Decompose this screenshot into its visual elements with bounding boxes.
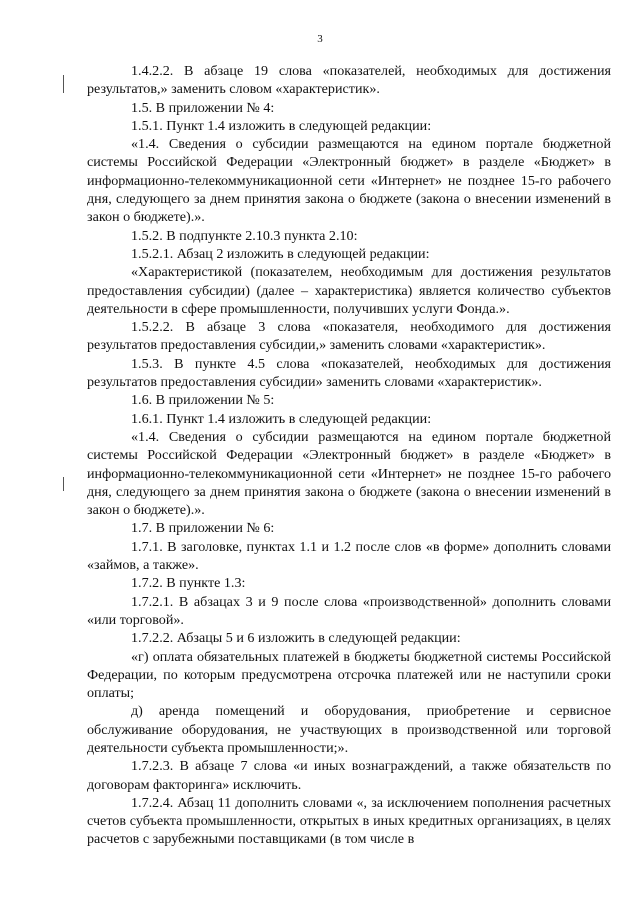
paragraph: 1.5.2.1. Абзац 2 изложить в следующей редакции: [131, 245, 430, 262]
paragraph: «1.4. Сведения о субсидии размещаются на едином портале бюджетной системы Российской Федерации «Электронный бюджет» в разделе «Бюджет» в информационно-телекоммуникационной сети «Интернет» не позднее 15-го рабочего дня, следующего за днем принятия закона о бюджете (закона о внесении изменений в закон о бюджете).». [87, 136, 611, 226]
paragraph: 1.5.3. В пункте 4.5 слова «показателей, необходимых для достижения результатов предоставления субсидии» заменить словами «характеристик». [87, 355, 611, 391]
paragraph: 1.7.2. В пункте 1.3: [131, 575, 246, 592]
paragraph: 1.5.1. Пункт 1.4 изложить в следующей редакции: [131, 117, 432, 134]
paragraph: 1.5.2. В подпункте 2.10.3 пункта 2.10: [131, 227, 358, 244]
left-margin-mark-bottom [63, 477, 64, 491]
document-body [87, 62, 611, 849]
paragraph: 1.7.2.2. Абзацы 5 и 6 изложить в следующей редакции: [131, 630, 461, 647]
paragraph: 1.7.2.1. В абзацах 3 и 9 после слова «производственной» дополнить словами «или торговой». [87, 593, 611, 628]
paragraph: 1.7.2.3. В абзаце 7 слова «и иных вознаграждений, а также обязательств по договорам факторинга» исключить. [87, 758, 611, 793]
paragraph: «г) оплата обязательных платежей в бюджеты бюджетной системы Российской Федерации, по которым предусмотрена отсрочка платежей или не наступили сроки оплаты; [87, 648, 611, 702]
paragraph: 1.4.2.2. В абзаце 19 слова «показателей, необходимых для достижения результатов,» заменить словом «характеристик». [87, 63, 611, 98]
left-margin-mark-top [63, 75, 64, 93]
paragraph: 1.7.1. В заголовке, пунктах 1.1 и 1.2 после слов «в форме» дополнить словами «займов, а также». [87, 538, 611, 574]
paragraph: «Характеристикой (показателем, необходимым для достижения результатов предоставления субсидии) (далее – характеристика) является количество субъектов деятельности в сфере промышленности, получивших услуги Фонда.». [87, 264, 611, 317]
paragraph: 1.6. В приложении № 5: [131, 392, 275, 409]
paragraph: д) аренда помещений и оборудования, приобретение и сервисное обслуживание оборудования, не участвующих в производственной или торговой деятельности субъекта промышленности;». [87, 703, 611, 756]
paragraph: 1.6.1. Пункт 1.4 изложить в следующей редакции: [131, 410, 432, 427]
page-number: 3 [317, 33, 323, 45]
paragraph: 1.5. В приложении № 4: [131, 99, 275, 116]
paragraph: 1.5.2.2. В абзаце 3 слова «показателя, необходимого для достижения результатов предоставления субсидии,» заменить словами «характеристик». [87, 319, 611, 354]
paragraph: «1.4. Сведения о субсидии размещаются на едином портале бюджетной системы Российской Федерации «Электронный бюджет» в разделе «Бюджет» в информационно-телекоммуникационной сети «Интернет» не позднее 15-го рабочего дня, следующего за днем принятия закона о бюджете (закона о внесении изменений в закон о бюджете).». [87, 428, 611, 519]
paragraph: 1.7.2.4. Абзац 11 дополнить словами «, за исключением пополнения расчетных счетов субъекта промышленности, открытых в иных кредитных организациях, в целях расчетов с зарубежными поставщиками (в том числе в [87, 794, 611, 848]
paragraph: 1.7. В приложении № 6: [131, 520, 275, 537]
